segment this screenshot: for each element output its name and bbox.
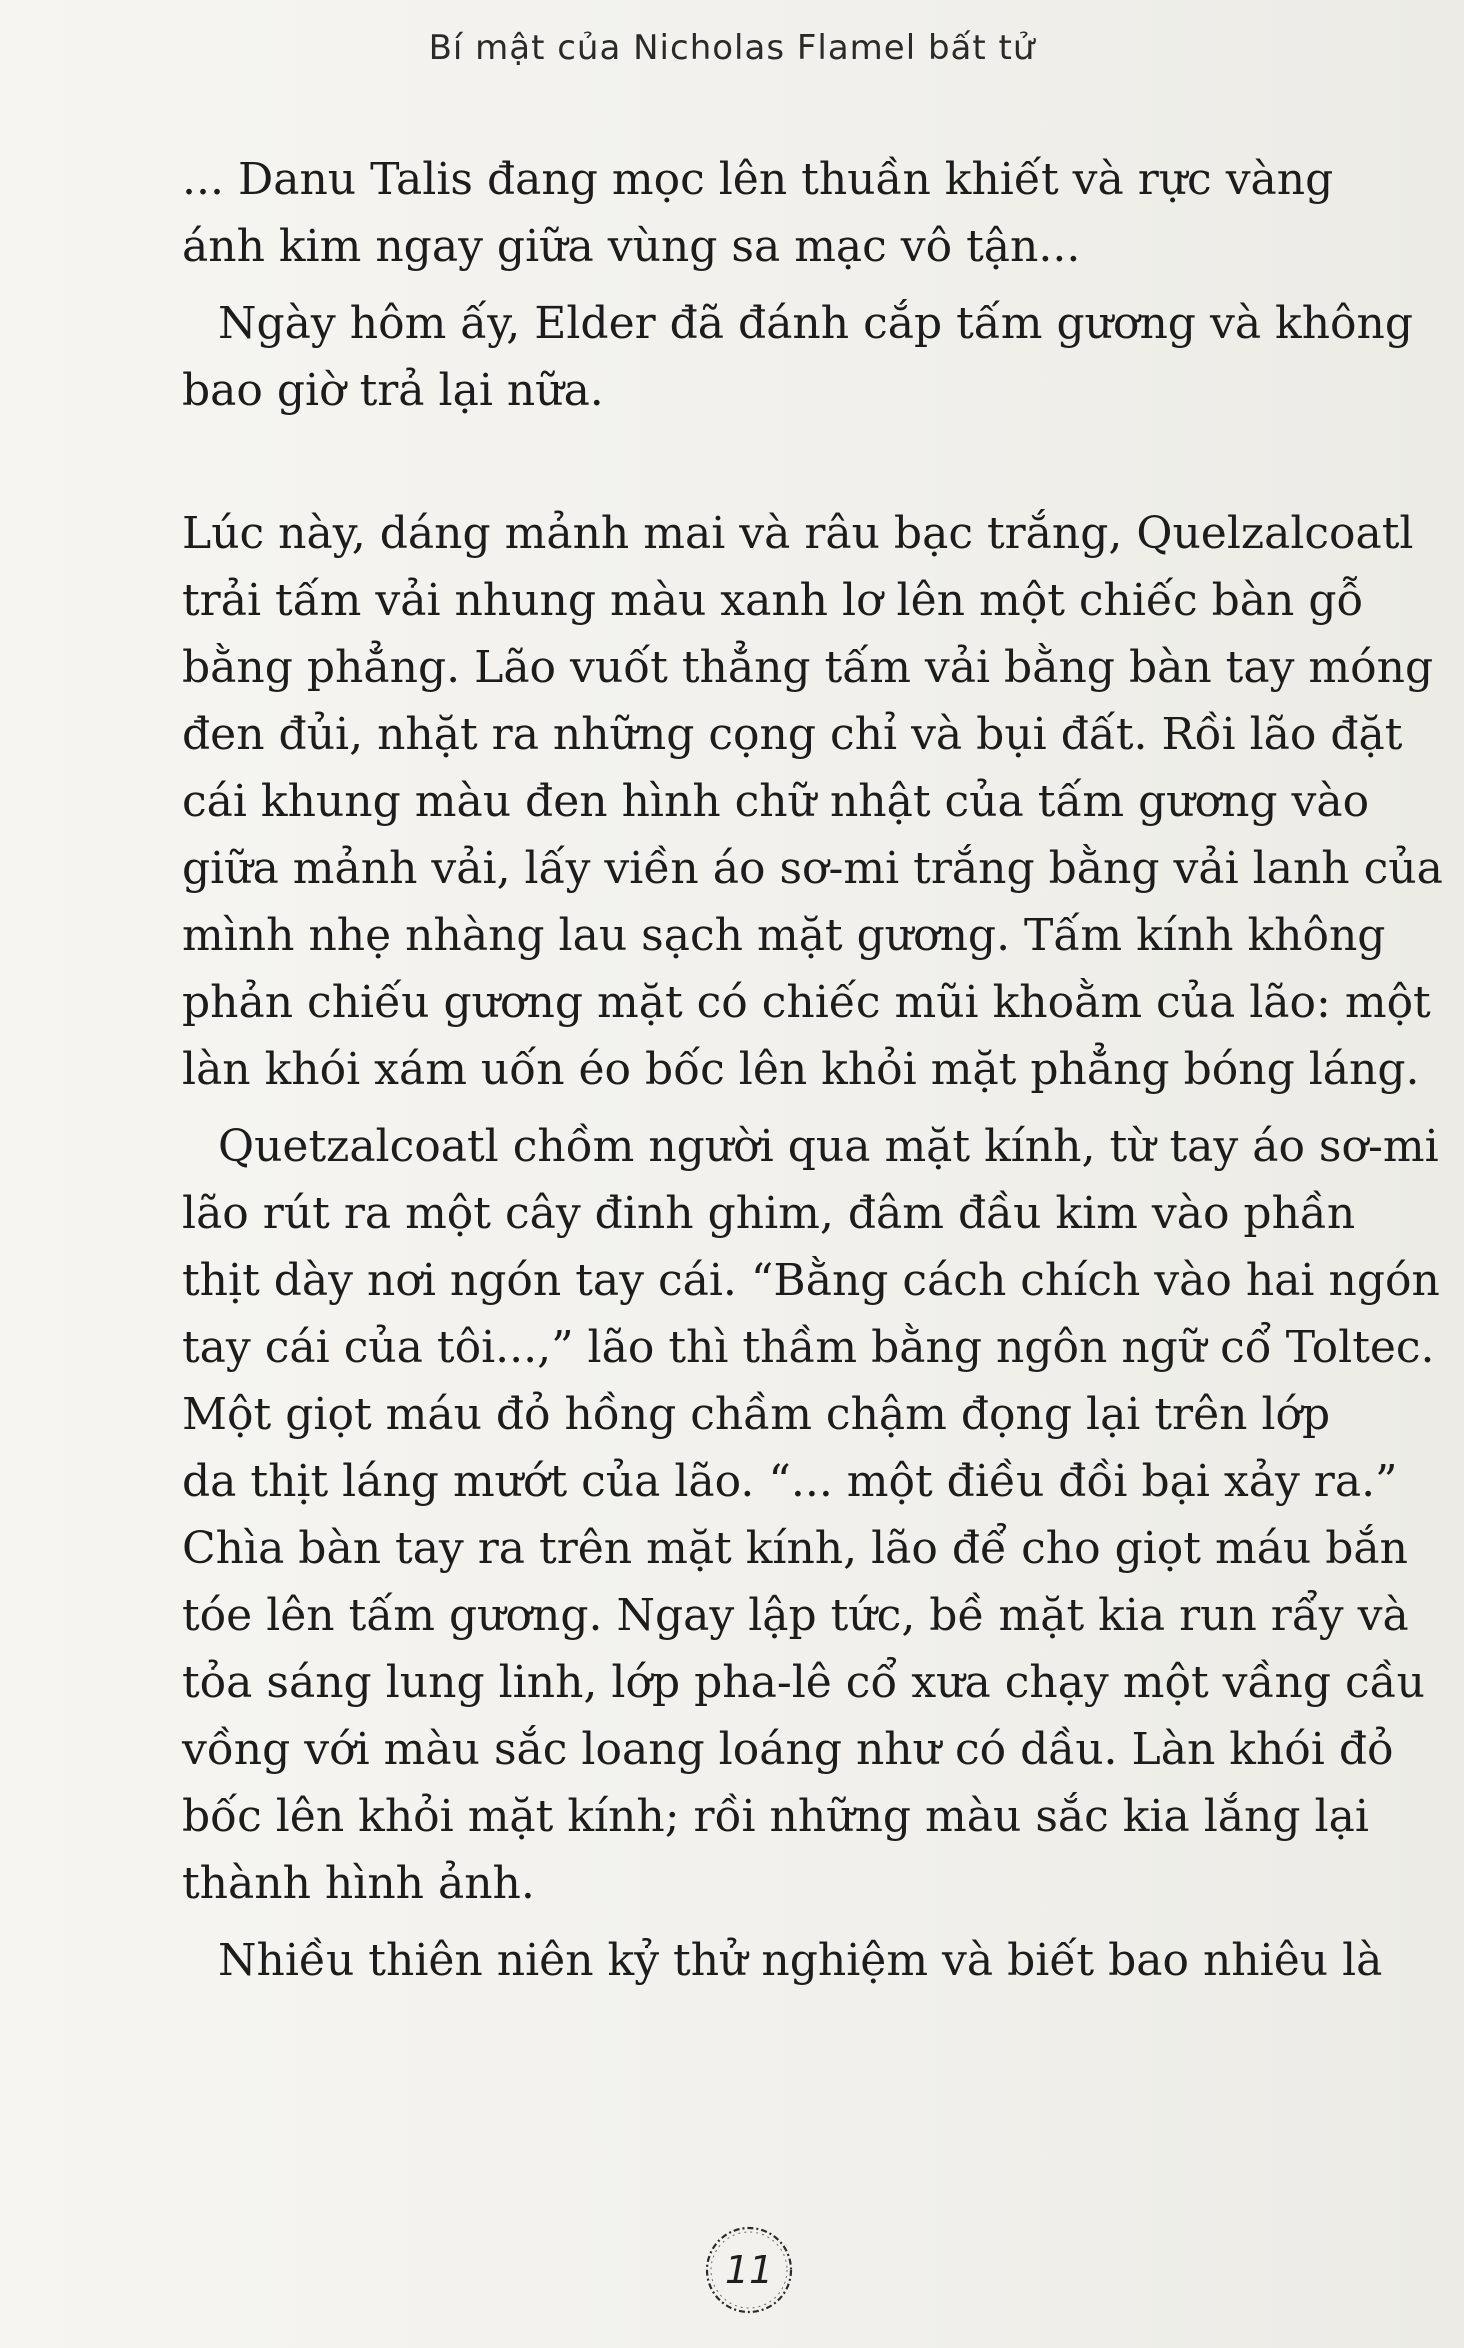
paragraph [182, 1927, 1383, 1994]
text-line: Ngày hôm ấy, Elder đã đánh cắp tấm gương và không [218, 298, 1414, 349]
text-line: lão rút ra một cây đinh ghim, đâm đầu kim vào phần [182, 1188, 1356, 1239]
text-line: bốc lên khỏi mặt kính; rồi những màu sắc kia lắng lại [182, 1791, 1369, 1842]
text-line: Quetzalcoatl chồm người qua mặt kính, từ tay áo sơ-mi [218, 1121, 1439, 1172]
page-number-badge [694, 2218, 804, 2328]
text-line: Một giọt máu đỏ hồng chầm chậm đọng lại trên lớp [182, 1389, 1331, 1440]
paragraph [182, 290, 1414, 424]
text-line: trải tấm vải nhung màu xanh lơ lên một chiếc bàn gỗ [182, 575, 1364, 626]
text-line: bằng phẳng. Lão vuốt thẳng tấm vải bằng bàn tay móng [182, 642, 1434, 693]
text-line: Chìa bàn tay ra trên mặt kính, lão để cho giọt máu bắn [182, 1523, 1408, 1574]
text-line: Lúc này, dáng mảnh mai và râu bạc trắng, Quelzalcoatl [182, 508, 1414, 559]
text-line: vồng với màu sắc loang loáng như có dầu. Làn khói đỏ [182, 1724, 1394, 1775]
text-line: đen đủi, nhặt ra những cọng chỉ và bụi đất. Rồi lão đặt [182, 709, 1403, 760]
text-line: tóe lên tấm gương. Ngay lập tức, bề mặt kia run rẩy và [182, 1590, 1409, 1641]
text-line: mình nhẹ nhàng lau sạch mặt gương. Tấm kính không [182, 910, 1386, 961]
text-line: giữa mảnh vải, lấy viền áo sơ-mi trắng bằng vải lanh của [182, 843, 1443, 894]
paragraph [182, 1113, 1440, 1917]
text-line: thịt dày nơi ngón tay cái. “Bằng cách chích vào hai ngón [182, 1255, 1440, 1306]
text-line: ánh kim ngay giữa vùng sa mạc vô tận... [182, 221, 1081, 272]
page-number: 11 [724, 2248, 774, 2292]
text-line: tỏa sáng lung linh, lớp pha-lê cổ xưa chạy một vầng cầu [182, 1657, 1425, 1708]
text-line: tay cái của tôi...,” lão thì thầm bằng ngôn ngữ cổ Toltec. [182, 1322, 1435, 1373]
body-text [182, 146, 1443, 1994]
text-line: thành hình ảnh. [182, 1858, 535, 1909]
text-line: phản chiếu gương mặt có chiếc mũi khoằm của lão: một [182, 977, 1431, 1028]
text-line: ... Danu Talis đang mọc lên thuần khiết và rực vàng [182, 154, 1334, 205]
text-line: cái khung màu đen hình chữ nhật của tấm gương vào [182, 776, 1370, 827]
text-line: bao giờ trả lại nữa. [182, 365, 604, 416]
text-line: da thịt láng mướt của lão. “... một điều đồi bại xảy ra.” [182, 1456, 1398, 1507]
paragraph [182, 146, 1334, 280]
running-title: Bí mật của Nicholas Flamel bất tử [428, 28, 1036, 68]
paragraph [182, 500, 1443, 1103]
text-line: làn khói xám uốn éo bốc lên khỏi mặt phẳng bóng láng. [182, 1044, 1420, 1095]
text-line: Nhiều thiên niên kỷ thử nghiệm và biết bao nhiêu là [218, 1935, 1383, 1986]
